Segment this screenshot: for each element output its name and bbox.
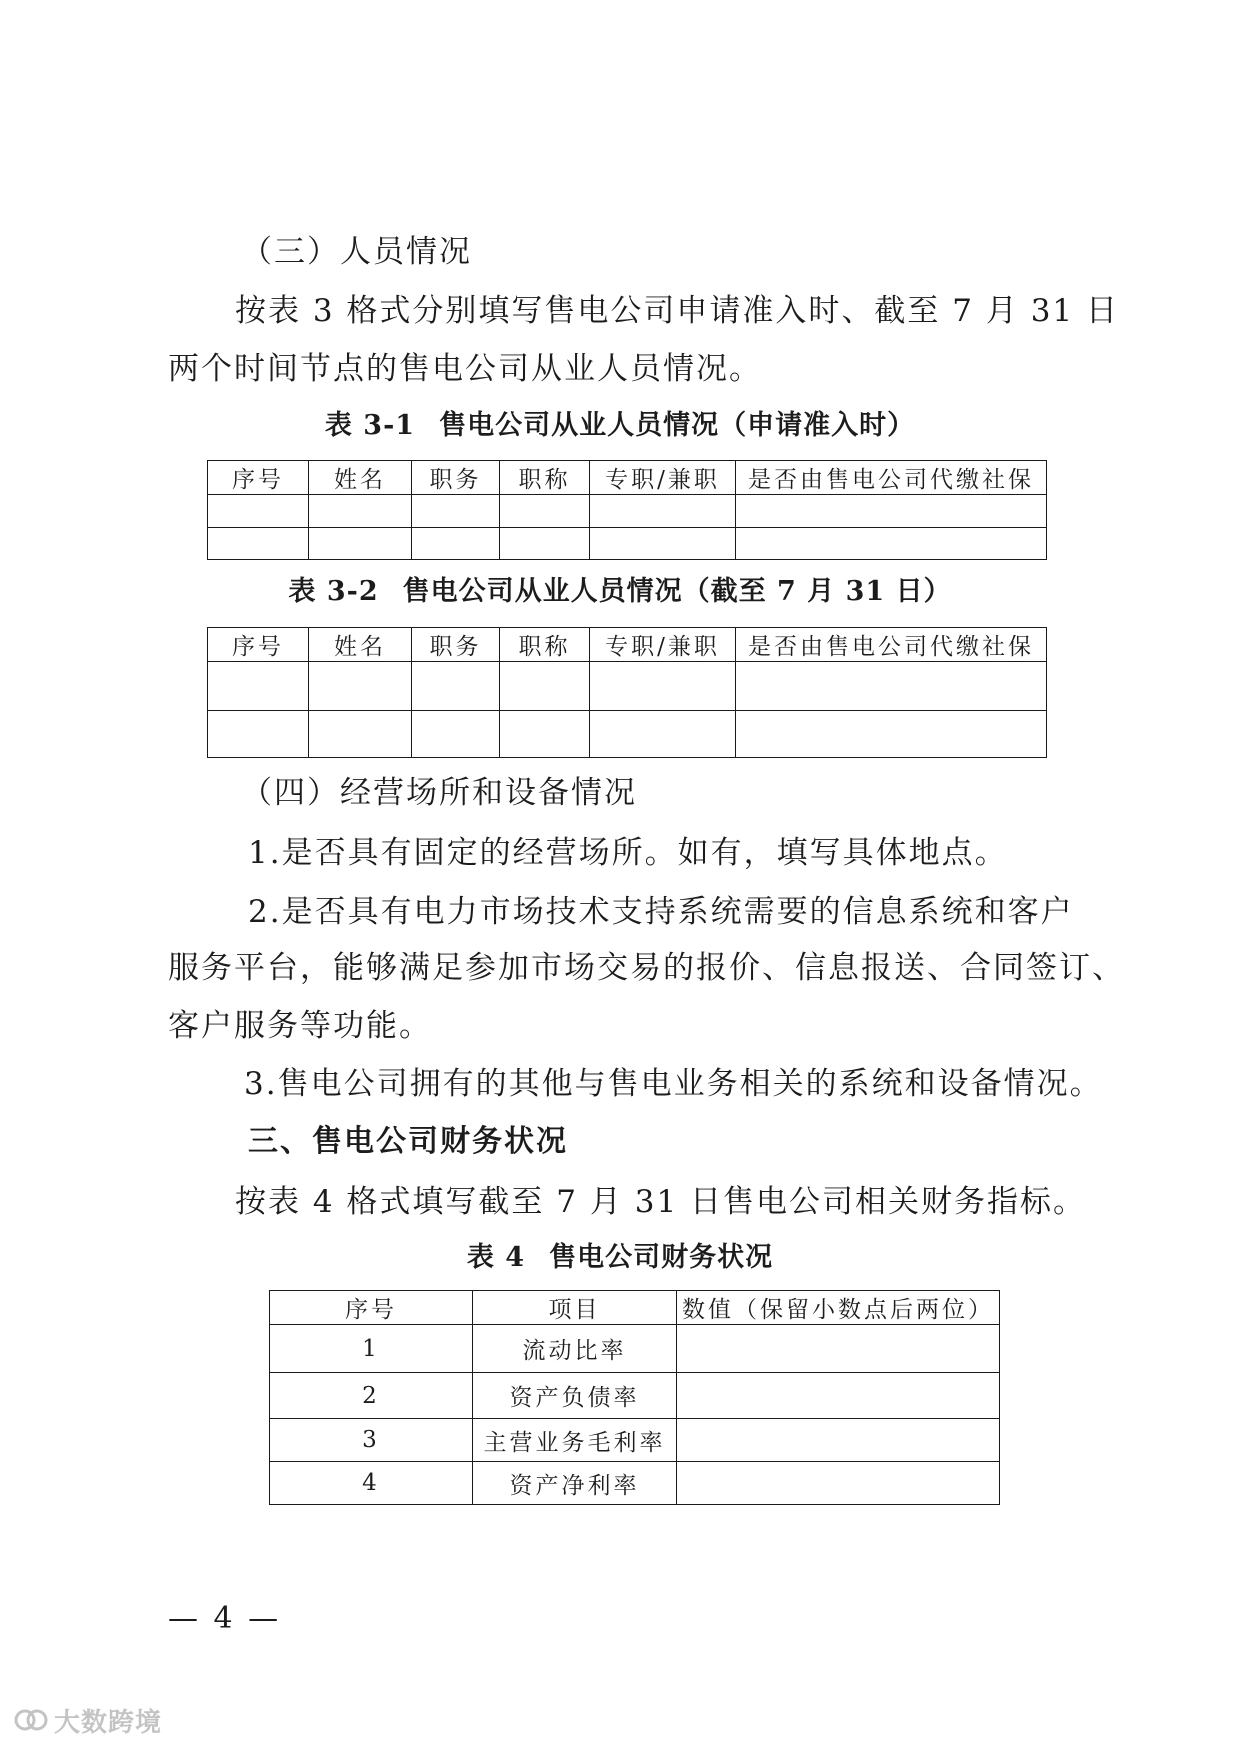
table-header-row <box>270 1291 1000 1325</box>
section-heading-premises: （四）经营场所和设备情况 <box>241 775 637 811</box>
section-heading-finance: 三、售电公司财务状况 <box>248 1124 568 1159</box>
cell-index: 1 <box>270 1325 473 1373</box>
paragraph-line: 按表 4 格式填写截至 7 月 31 日售电公司相关财务指标。 <box>235 1184 1087 1220</box>
cell-item: 主营业务毛利率 <box>473 1419 677 1462</box>
header-cell-value: 数值（保留小数点后两位） <box>677 1291 1000 1325</box>
table-caption-title: 售电公司从业人员情况（截至 7 月 31 日） <box>402 576 952 607</box>
table-caption-label: 表 4 <box>466 1242 526 1273</box>
header-cell-index: 序号 <box>208 628 309 662</box>
watermark-text: 大数跨境 <box>54 1707 163 1738</box>
header-cell-social-insurance: 是否由售电公司代缴社保 <box>736 461 1047 495</box>
table-header-row <box>208 628 1047 662</box>
header-cell-position: 职务 <box>412 628 500 662</box>
table-caption-3-2 <box>0 578 1240 606</box>
header-cell-social-insurance: 是否由售电公司代缴社保 <box>736 628 1047 662</box>
table-cell <box>309 662 412 711</box>
table-cell <box>590 711 736 758</box>
table-4 <box>269 1290 1000 1505</box>
header-cell-title: 职称 <box>500 461 590 495</box>
cell-item: 流动比率 <box>473 1325 677 1373</box>
table-3-1 <box>207 460 1047 560</box>
cell-value <box>677 1325 1000 1373</box>
table-cell <box>590 662 736 711</box>
table-cell <box>500 711 590 758</box>
table-cell <box>208 495 309 528</box>
list-item-3: 3.售电公司拥有的其他与售电业务相关的系统和设备情况。 <box>244 1066 1103 1102</box>
watermark-logo-icon <box>14 1705 48 1735</box>
table-row <box>208 711 1047 758</box>
header-cell-employment-type: 专职/兼职 <box>590 628 736 662</box>
table-cell <box>309 528 412 560</box>
cell-item: 资产净利率 <box>473 1462 677 1505</box>
table-cell <box>208 662 309 711</box>
header-cell-index: 序号 <box>270 1291 473 1325</box>
table-caption-3-1 <box>0 412 1240 440</box>
header-cell-index: 序号 <box>208 461 309 495</box>
section-heading-personnel: （三）人员情况 <box>241 234 472 270</box>
header-cell-item: 项目 <box>473 1291 677 1325</box>
cell-index: 3 <box>270 1419 473 1462</box>
cell-index: 2 <box>270 1373 473 1419</box>
table-cell <box>412 711 500 758</box>
table-cell <box>208 711 309 758</box>
table-cell <box>590 528 736 560</box>
table-row <box>270 1419 1000 1462</box>
list-item-2-continued: 客户服务等功能。 <box>168 1008 432 1044</box>
cell-value <box>677 1373 1000 1419</box>
table-caption-title: 售电公司财务状况 <box>549 1242 774 1273</box>
table-cell <box>500 662 590 711</box>
table-cell <box>412 495 500 528</box>
header-cell-position: 职务 <box>412 461 500 495</box>
header-cell-employment-type: 专职/兼职 <box>590 461 736 495</box>
table-cell <box>736 528 1047 560</box>
table-3-2 <box>207 627 1047 758</box>
table-caption-title: 售电公司从业人员情况（申请准入时） <box>439 410 916 441</box>
table-caption-label: 表 3-1 <box>324 410 416 441</box>
table-row <box>208 495 1047 528</box>
table-cell <box>500 495 590 528</box>
table-cell <box>208 528 309 560</box>
header-cell-name: 姓名 <box>309 461 412 495</box>
list-item-1: 1.是否具有固定的经营场所。如有，填写具体地点。 <box>248 835 1008 871</box>
cell-value <box>677 1462 1000 1505</box>
table-row <box>208 662 1047 711</box>
table-cell <box>500 528 590 560</box>
header-cell-name: 姓名 <box>309 628 412 662</box>
table-cell <box>590 495 736 528</box>
table-row <box>270 1462 1000 1505</box>
table-cell <box>412 662 500 711</box>
cell-item: 资产负债率 <box>473 1373 677 1419</box>
table-caption-label: 表 3-2 <box>288 576 379 607</box>
watermark <box>14 1700 162 1740</box>
table-row <box>270 1373 1000 1419</box>
table-cell <box>736 711 1047 758</box>
header-cell-title: 职称 <box>500 628 590 662</box>
table-caption-4 <box>0 1244 1240 1272</box>
table-cell <box>412 528 500 560</box>
table-cell <box>736 495 1047 528</box>
list-item-2-continued: 服务平台，能够满足参加市场交易的报价、信息报送、合同签订、 <box>168 950 1125 986</box>
paragraph-line: 两个时间节点的售电公司从业人员情况。 <box>168 351 762 387</box>
table-cell <box>736 662 1047 711</box>
list-item-2: 2.是否具有电力市场技术支持系统需要的信息系统和客户 <box>248 894 1074 930</box>
table-cell <box>309 495 412 528</box>
table-header-row <box>208 461 1047 495</box>
cell-value <box>677 1419 1000 1462</box>
table-cell <box>309 711 412 758</box>
cell-index: 4 <box>270 1462 473 1505</box>
page-number: — 4 — <box>168 1601 282 1636</box>
paragraph-line: 按表 3 格式分别填写售电公司申请准入时、截至 7 月 31 日 <box>235 293 1120 329</box>
table-row <box>270 1325 1000 1373</box>
table-row <box>208 528 1047 560</box>
